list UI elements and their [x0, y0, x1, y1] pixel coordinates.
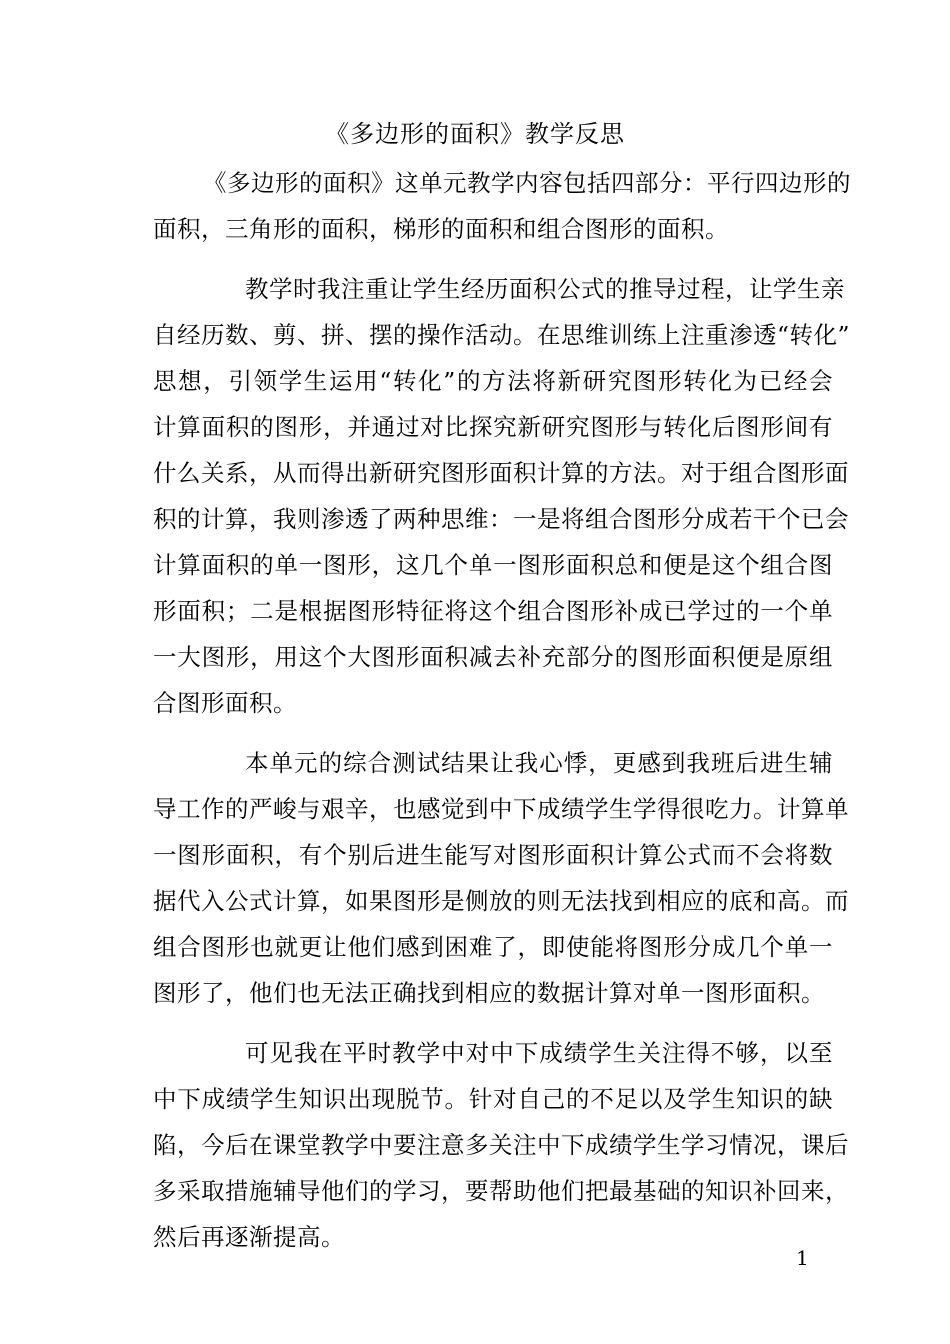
paragraph-line: 合图形面积。: [153, 689, 297, 717]
paragraph-line: 教学时我注重让学生经历面积公式的推导过程，让学生亲: [245, 275, 845, 303]
paragraph-line: 什么关系，从而得出新研究图形面积计算的方法。对于组合图形面: [153, 459, 849, 487]
paragraph-3: [153, 740, 849, 1016]
paragraph-line: 一大图形，用这个大图形面积减去补充部分的图形面积便是原组: [153, 643, 833, 671]
paragraph-line: 《多边形的面积》这单元教学内容包括四部分：平行四边形的: [203, 169, 851, 197]
paragraph-2: [153, 266, 851, 726]
paragraph-line: 多采取措施辅导他们的学习，要帮助他们把最基础的知识补回来，: [153, 1177, 849, 1205]
paragraph-line: 形面积；二是根据图形特征将这个组合图形补成已学过的一个单: [153, 597, 833, 625]
paragraph-line: 组合图形也就更让他们感到困难了，即使能将图形分成几个单一: [153, 933, 833, 961]
page-number: 1: [796, 1246, 809, 1270]
paragraph-line: 据代入公式计算，如果图形是侧放的则无法找到相应的底和高。而: [153, 887, 849, 915]
paragraph-line: 计算面积的单一图形，这几个单一图形面积总和便是这个组合图: [153, 551, 833, 579]
paragraph-line: 导工作的严峻与艰辛，也感觉到中下成绩学生学得很吃力。计算单: [153, 795, 849, 823]
paragraph-line: 陷，今后在课堂教学中要注意多关注中下成绩学生学习情况，课后: [153, 1131, 849, 1159]
paragraph-line: 面积，三角形的面积，梯形的面积和组合图形的面积。: [153, 215, 729, 243]
paragraph-line: 中下成绩学生知识出现脱节。针对自己的不足以及学生知识的缺: [153, 1085, 833, 1113]
document-body: [153, 160, 851, 1260]
paragraph-line: 计算面积的图形，并通过对比探究新研究图形与转化后图形间有: [153, 413, 833, 441]
paragraph-line: 积的计算，我则渗透了两种思维：一是将组合图形分成若干个已会: [153, 505, 849, 533]
paragraph-line: 本单元的综合测试结果让我心悸，更感到我班后进生辅: [245, 749, 833, 777]
paragraph-line: 然后再逐渐提高。: [153, 1223, 345, 1251]
paragraph-line: 思想，引领学生运用“转化”的方法将新研究图形转化为已经会: [153, 367, 833, 395]
paragraph-line: 自经历数、剪、拼、摆的操作活动。在思维训练上注重渗透“转化”: [153, 321, 851, 349]
paragraph-line: 可见我在平时教学中对中下成绩学生关注得不够，以至: [245, 1039, 833, 1067]
paragraph-line: 一图形面积，有个别后进生能写对图形面积计算公式而不会将数: [153, 841, 833, 869]
paragraph-1: [153, 160, 851, 252]
document-title: 《多边形的面积》教学反思: [325, 120, 625, 148]
paragraph-4: [153, 1030, 849, 1260]
paragraph-line: 图形了，他们也无法正确找到相应的数据计算对单一图形面积。: [153, 979, 825, 1007]
